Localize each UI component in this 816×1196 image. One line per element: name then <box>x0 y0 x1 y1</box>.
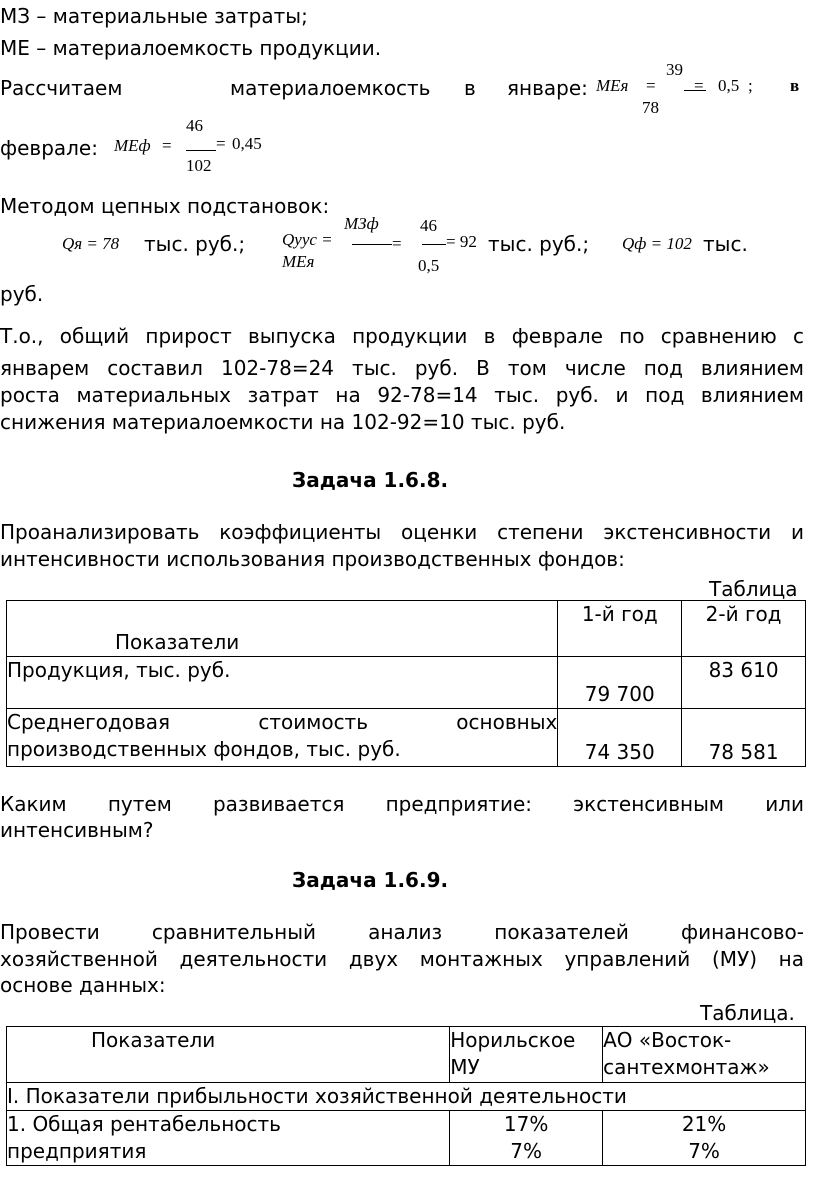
table-row <box>7 657 806 709</box>
formula-eq: = <box>646 76 656 95</box>
formula-me-jan: МЕя <box>596 76 629 95</box>
header-line: МУ <box>450 1055 480 1079</box>
formula-numerator: 39 <box>666 60 683 79</box>
table-fixed-assets <box>6 600 806 767</box>
row-label-line: Среднегодовая стоимость основных <box>7 710 558 734</box>
formula-mej: МЕя <box>282 252 315 271</box>
calc-word: материалоемкость <box>230 76 431 100</box>
formula-result: 0,5 <box>718 76 740 95</box>
cell-value: 74 350 <box>558 709 682 767</box>
conclusion-line: январем составил 102-78=24 тыс. руб. В том числе под влиянием <box>0 356 804 380</box>
row-label-line: производственных фондов, тыс. руб. <box>7 737 401 761</box>
definition-mz: МЗ – материальные затраты; <box>0 4 308 28</box>
unit-text: тыс. <box>703 232 748 256</box>
cell-value: 78 581 <box>682 709 806 767</box>
formula-me-feb: МЕф <box>114 136 151 155</box>
calc-word: в <box>464 76 476 100</box>
table-row <box>7 1111 806 1166</box>
task-text: хозяйственной деятельности двух монтажных управлений (МУ) на <box>0 947 804 971</box>
definition-me: МЕ – материалоемкость продукции. <box>0 36 382 60</box>
header-line: АО «Восток- <box>603 1028 732 1052</box>
cell-line: 21% <box>681 1112 727 1136</box>
fraction-line <box>186 150 216 151</box>
unit-text: тыс. руб.; <box>144 232 246 256</box>
header-cell: Показатели <box>7 1027 450 1083</box>
header-line: Норильское <box>450 1028 576 1052</box>
formula-eq: = <box>216 134 226 153</box>
cell-line: 17% <box>503 1112 549 1136</box>
formula-denominator: 102 <box>186 156 212 175</box>
table-financial <box>6 1026 806 1166</box>
cell-value <box>603 1111 806 1166</box>
header-cell <box>450 1027 603 1083</box>
calc-word: Рассчитаем <box>0 76 123 100</box>
conclusion-line: снижения материалоемкости на 102-92=10 тыс. руб. <box>0 410 566 434</box>
fraction-line <box>352 244 392 245</box>
cell-value: 83 610 <box>682 657 806 709</box>
row-label <box>7 709 558 767</box>
formula-result: 0,45 <box>232 134 262 153</box>
formula-result: = 92 <box>446 232 477 251</box>
header-line: сантехмонтаж» <box>603 1055 770 1079</box>
formula-eq: = <box>162 136 172 155</box>
fraction-line <box>422 244 446 245</box>
calc-word: январе: <box>507 76 588 100</box>
formula-semicolon: ; <box>748 76 753 95</box>
header-cell: Показатели <box>7 601 558 657</box>
conclusion-line: Т.о., общий прирост выпуска продукции в феврале по сравнению с <box>0 324 804 348</box>
row-label <box>7 1111 450 1166</box>
formula-q-usl: Qуус = <box>282 230 333 249</box>
formula-mzf: МЗф <box>344 214 379 233</box>
row-label: Продукция, тыс. руб. <box>7 657 558 709</box>
cell-value <box>450 1111 603 1166</box>
task-text: основе данных: <box>0 973 166 997</box>
task-title: Задача 1.6.8. <box>292 468 449 492</box>
section-label: I. Показатели прибыльности хозяйственной деятельности <box>7 1083 806 1111</box>
formula-eq: = <box>694 76 704 95</box>
cell-value: 79 700 <box>558 657 682 709</box>
table-header-row <box>7 601 806 657</box>
calc-word: в <box>790 76 800 95</box>
calc-word: феврале: <box>0 136 98 160</box>
formula-q-jan: Qя = 78 <box>62 234 120 253</box>
formula-denominator: 0,5 <box>418 256 440 275</box>
cell-line: 7% <box>510 1139 543 1163</box>
task-text: Проанализировать коэффициенты оценки степени экстенсивности и <box>0 520 804 544</box>
unit-text: руб. <box>0 282 44 306</box>
section-row <box>7 1083 806 1111</box>
task-text: интенсивности использования производственных фондов: <box>0 547 625 571</box>
formula-eq: = <box>392 234 402 253</box>
header-cell <box>603 1027 806 1083</box>
task-question: интенсивным? <box>0 818 154 842</box>
row-label-line: 1. Общая рентабельность <box>7 1112 281 1136</box>
formula-numerator: 46 <box>420 216 437 235</box>
table-header-row <box>7 1027 806 1083</box>
conclusion-line: роста материальных затрат на 92-78=14 тыс. руб. и под влиянием <box>0 383 804 407</box>
table-row <box>7 709 806 767</box>
table-caption: Таблица <box>709 577 798 601</box>
table-caption: Таблица. <box>700 1001 795 1025</box>
formula-numerator: 46 <box>186 116 203 135</box>
header-cell: 1-й год <box>558 601 682 657</box>
cell-line: 7% <box>688 1139 720 1163</box>
task-question: Каким путем развивается предприятие: экстенсивным или <box>0 792 804 816</box>
task-text: Провести сравнительный анализ показателей финансово- <box>0 920 804 944</box>
unit-text: тыс. руб.; <box>488 232 590 256</box>
formula-q-feb: Qф = 102 <box>622 234 692 253</box>
chain-title: Методом цепных подстановок: <box>0 194 330 218</box>
row-label-line: предприятия <box>7 1139 147 1163</box>
formula-denominator: 78 <box>642 98 659 117</box>
header-cell: 2-й год <box>682 601 806 657</box>
task-title: Задача 1.6.9. <box>292 868 449 892</box>
